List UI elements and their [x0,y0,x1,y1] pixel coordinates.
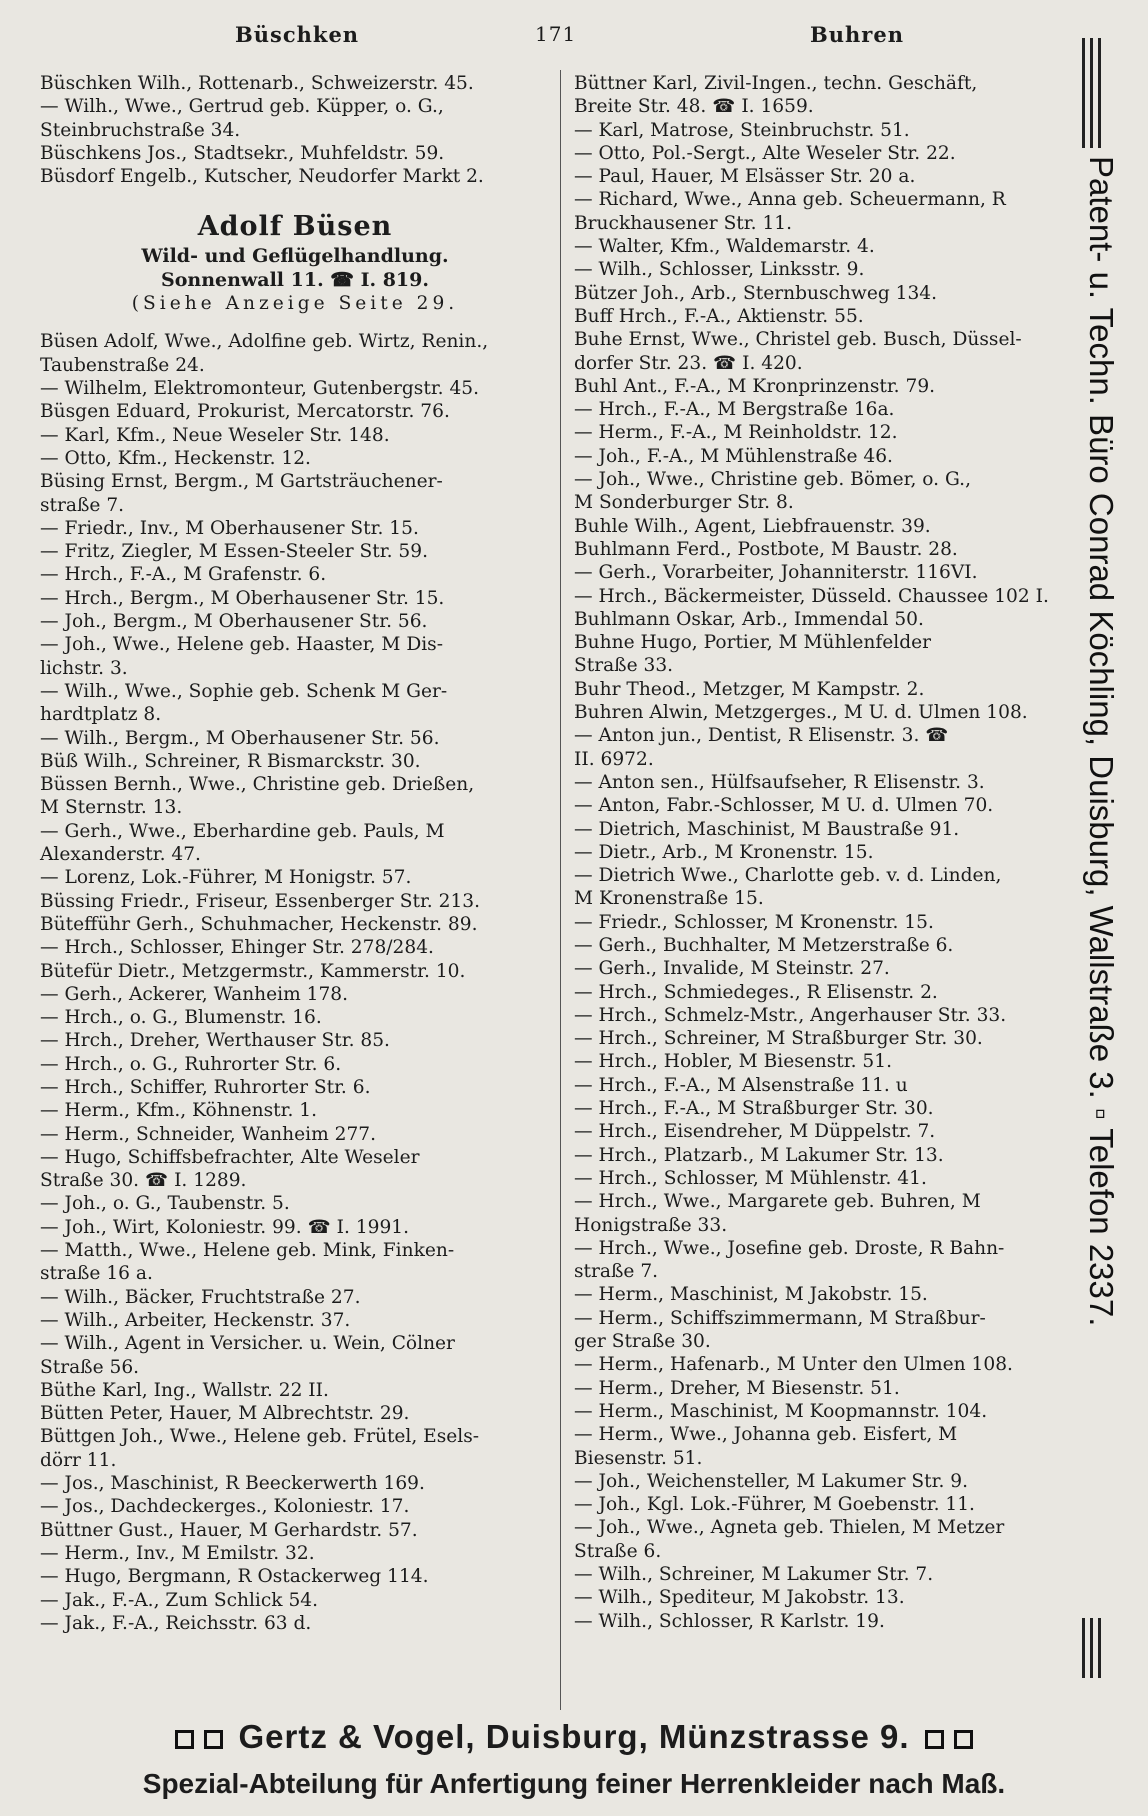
directory-entry [574,981,1079,1004]
side-rule [1090,1618,1093,1678]
directory-entry [40,1332,550,1379]
entry-continuation: Straße 33. [574,655,674,677]
entry-continuation: straße 7. [40,494,125,516]
directory-entry [40,936,550,959]
ad-name: Adolf Büsen [197,211,393,243]
entry-text: — Hrch., F.-A., M Grafenstr. 6. [40,564,327,586]
side-advertisement [1078,38,1124,1678]
directory-entry [574,1167,1079,1190]
directory-entry [574,818,1079,841]
directory-entry [40,773,550,820]
directory-entry [574,445,1079,468]
entry-text: — Walter, Kfm., Waldemarstr. 4. [574,236,875,258]
entry-text: — Hrch., o. G., Blumenstr. 16. [40,1007,322,1029]
directory-entry [40,95,550,142]
entry-text: Bütefführ Gerh., Schuhmacher, Heckenstr. 89. [40,913,478,935]
entry-text: — Gerh., Ackerer, Wanheim 178. [40,983,349,1005]
entry-text: — Anton, Fabr.-Schlosser, M U. d. Ulmen 70. [574,795,994,817]
directory-entry [40,1099,550,1122]
entry-text: — Herm., F.-A., M Reinholdstr. 12. [574,422,898,444]
entry-text: Bütefür Dietr., Metzgermstr., Kammerstr. 10. [40,960,466,982]
entry-text: — Herm., Maschinist, M Koopmannstr. 104. [574,1400,988,1422]
footer-line-2: Spezial-Abteilung für Anfertigung feiner Herrenkleider nach Maß. [142,1768,1006,1799]
entry-text: — Joh., Kgl. Lok.-Führer, M Goebenstr. 11. [574,1494,975,1516]
entry-text: — Hrch., Wwe., Margarete geb. Buhren, M [574,1191,981,1213]
entry-text: — Karl, Kfm., Neue Weseler Str. 148. [40,424,390,446]
directory-entry [40,447,550,470]
directory-entry [40,1216,550,1239]
directory-entry [40,470,550,517]
directory-entry [40,1542,550,1565]
directory-entry [574,934,1079,957]
side-rule [1082,1618,1085,1678]
entry-text: Buhlmann Ferd., Postbote, M Baustr. 28. [574,538,958,560]
directory-entry [574,1190,1079,1237]
side-rule [1090,38,1093,148]
entry-text: — Gerh., Invalide, M Steinstr. 27. [574,958,890,980]
entry-text: — Hugo, Schiffsbefrachter, Alte Weseler [40,1146,420,1168]
directory-entry [40,1053,550,1076]
entry-text: — Wilh., Wwe., Gertrud geb. Küpper, o. G., [40,96,444,118]
directory-entry [40,165,550,188]
directory-entry [40,1286,550,1309]
entry-text: Buhr Theod., Metzger, M Kampstr. 2. [574,678,925,700]
entry-text: — Wilh., Arbeiter, Heckenstr. 37. [40,1309,351,1331]
entry-continuation: Straße 56. [40,1356,140,1378]
directory-entry [574,375,1079,398]
directory-entry [574,1586,1079,1609]
directory-entry [574,1516,1079,1563]
entry-text: — Dietrich, Maschinist, M Baustraße 91. [574,818,960,840]
entry-text: — Wilh., Agent in Versicher. u. Wein, Cölner [40,1333,455,1355]
directory-entry [574,1027,1079,1050]
entry-text: — Gerh., Vorarbeiter, Johanniterstr. 116VI. [574,562,978,584]
entry-continuation: Straße 6. [574,1540,662,1562]
directory-entry [574,771,1079,794]
directory-entry [574,305,1079,328]
entry-continuation: ger Straße 30. [574,1331,711,1353]
entry-text: — Joh., Wwe., Agneta geb. Thielen, M Metzer [574,1517,1005,1539]
directory-entry [40,1565,550,1588]
directory-entry [574,1097,1079,1120]
entry-text: Büschkens Jos., Stadtsekr., Muhfeldstr. 59. [40,142,445,164]
entry-text: — Wilhelm, Elektromonteur, Gutenbergstr. 45. [40,378,480,400]
directory-entry [574,165,1079,188]
directory-entry [574,119,1079,142]
entry-text: — Hrch., Dreher, Werthauser Str. 85. [40,1030,390,1052]
entry-text: — Herm., Hafenarb., M Unter den Ulmen 108. [574,1354,1013,1376]
entry-text: — Richard, Wwe., Anna geb. Scheuermann, R [574,189,1006,211]
ad-line-2: Sonnenwall 11. ☎ I. 819. [161,269,429,292]
entry-text: Büschken Wilh., Rottenarb., Schweizerstr. 45. [40,73,474,94]
directory-entry [40,1472,550,1495]
directory-entry [574,1283,1079,1306]
entry-continuation: M Sonderburger Str. 8. [574,492,794,514]
entry-text: — Jak., F.-A., Reichsstr. 63 d. [40,1612,312,1634]
directory-entry [40,610,550,633]
entry-continuation: Honigstraße 33. [574,1214,728,1236]
entry-text: — Wilh., Schlosser, R Karlstr. 19. [574,1610,885,1632]
entry-text: — Hrch., Schlosser, Ehinger Str. 278/284. [40,937,434,959]
directory-entry [40,960,550,983]
directory-entry [574,1074,1079,1097]
entry-list [574,72,1079,1633]
directory-entry [574,1610,1079,1633]
entry-text: Buhren Alwin, Metzgerges., M U. d. Ulmen 108. [574,702,1028,724]
directory-entry [40,1612,550,1635]
entry-continuation: M Sternstr. 13. [40,797,183,819]
directory-entry [40,1006,550,1029]
directory-entry [574,1120,1079,1143]
column-divider [560,70,561,1710]
entry-continuation: Biesenstr. 51. [574,1447,703,1469]
directory-entry [574,235,1079,258]
page-number: 171 [535,22,577,46]
entry-text: — Joh., Bergm., M Oberhausener Str. 56. [40,611,428,633]
entry-text: — Fritz, Ziegler, M Essen-Steeler Str. 59. [40,541,428,563]
directory-entry [574,724,1079,771]
entry-text: Büssing Friedr., Friseur, Essenberger Str. 213. [40,890,481,912]
entry-text: — Gerh., Wwe., Eberhardine geb. Pauls, M [40,820,445,842]
directory-entry [40,1076,550,1099]
entry-continuation: Alexanderstr. 47. [40,844,201,866]
directory-entry [574,515,1079,538]
entry-text: — Wilh., Bergm., M Oberhausener Str. 56. [40,727,440,749]
directory-entry [40,1495,550,1518]
entry-text: Buff Hrch., F.-A., Aktienstr. 55. [574,305,864,327]
entry-continuation: hardtplatz 8. [40,704,162,726]
directory-entry [574,678,1079,701]
left-column [40,72,550,1635]
directory-entry [40,424,550,447]
entry-text: — Gerh., Buchhalter, M Metzerstraße 6. [574,934,954,956]
entry-text: — Hrch., F.-A., M Straßburger Str. 30. [574,1098,934,1120]
entry-text: — Jak., F.-A., Zum Schlick 54. [40,1589,319,1611]
directory-entry [40,517,550,540]
entry-text: — Karl, Matrose, Steinbruchstr. 51. [574,119,910,141]
entry-text: Buhle Wilh., Agent, Liebfrauenstr. 39. [574,515,931,537]
entry-text: — Wilh., Schlosser, Linksstr. 9. [574,259,865,281]
entry-text: Büthe Karl, Ing., Wallstr. 22 II. [40,1379,329,1401]
entry-text: Büß Wilh., Schreiner, R Bismarckstr. 30. [40,750,421,772]
entry-text: — Hrch., Schmelz-Mstr., Angerhauser Str. 33. [574,1004,1007,1026]
directory-entry [574,538,1079,561]
entry-text: — Joh., F.-A., M Mühlenstraße 46. [574,445,893,467]
entry-text: — Joh., Wwe., Christine geb. Bömer, o. G., [574,469,971,491]
entry-text: — Hrch., o. G., Ruhrorter Str. 6. [40,1053,342,1075]
entry-text: Buhe Ernst, Wwe., Christel geb. Busch, Düssel- [574,329,1022,351]
directory-entry [574,188,1079,235]
side-ad-text: Patent- u. Techn. Büro Conrad Köchling, Duisburg, Wallstraße 3. ▫ Telefon 2337. [1083,156,1120,1327]
directory-entry [574,701,1079,724]
directory-entry [40,750,550,773]
entry-text: — Joh., Wirt, Koloniestr. 99. ☎ I. 1991. [40,1216,410,1238]
side-rule [1098,1618,1101,1678]
directory-entry [40,1123,550,1146]
entry-text: — Dietr., Arb., M Kronenstr. 15. [574,841,874,863]
entry-text: — Joh., o. G., Taubenstr. 5. [40,1193,290,1215]
square-ornament-icon [175,1730,194,1749]
entry-text: — Joh., Wwe., Helene geb. Haaster, M Dis- [40,634,444,656]
directory-entry [40,1402,550,1425]
entry-text: — Otto, Pol.-Sergt., Alte Weseler Str. 22. [574,142,956,164]
directory-entry [40,1309,550,1332]
directory-entry [40,1379,550,1402]
entry-text: — Wilh., Spediteur, M Jakobstr. 13. [574,1587,905,1609]
directory-entry [574,608,1079,631]
ad-line-1: Wild- und Geflügelhandlung. [141,245,449,268]
directory-entry [574,328,1079,375]
entry-text: — Hrch., Hobler, M Biesenstr. 51. [574,1051,892,1073]
directory-entry [574,1563,1079,1586]
directory-entry [40,540,550,563]
square-ornament-icon [925,1730,944,1749]
running-head-left: Büschken [235,22,360,47]
footer-advertisement [0,1718,1148,1756]
entry-text: — Joh., Weichensteller, M Lakumer Str. 9. [574,1470,969,1492]
entry-text: Büsgen Eduard, Prokurist, Mercatorstr. 76. [40,401,450,423]
directory-entry [40,820,550,867]
entry-text: Büsdorf Engelb., Kutscher, Neudorfer Markt 2. [40,166,484,188]
entry-text: Büssen Bernh., Wwe., Christine geb. Drießen, [40,774,475,796]
directory-entry [574,864,1079,911]
entry-text: — Herm., Inv., M Emilstr. 32. [40,1542,315,1564]
directory-entry [574,1144,1079,1167]
directory-entry [574,1400,1079,1423]
directory-entry [574,631,1079,678]
entry-text: — Hrch., Schreiner, M Straßburger Str. 30. [574,1028,983,1050]
directory-entry [574,72,1079,119]
directory-entry [574,1237,1079,1284]
directory-entry [574,561,1079,584]
directory-entry [40,1519,550,1542]
entry-text: — Anton sen., Hülfsaufseher, R Elisenstr. 3. [574,771,985,793]
entry-text: — Hrch., F.-A., M Alsenstraße 11. u [574,1074,908,1096]
footer-line-1: Gertz & Vogel, Duisburg, Münzstrasse 9. [238,1718,910,1755]
entry-continuation: straße 7. [574,1261,659,1283]
entry-text: — Otto, Kfm., Heckenstr. 12. [40,447,311,469]
entry-text: — Wilh., Wwe., Sophie geb. Schenk M Ger- [40,680,448,702]
directory-entry [40,890,550,913]
entry-text: — Hugo, Bergmann, R Ostackerweg 114. [40,1566,429,1588]
directory-entry [574,1050,1079,1073]
entry-continuation: Bruckhausener Str. 11. [574,212,793,234]
directory-entry [40,727,550,750]
directory-entry [574,142,1079,165]
directory-entry [40,1239,550,1286]
entry-text: — Hrch., F.-A., M Bergstraße 16a. [574,399,895,421]
entry-text: Büsing Ernst, Bergm., M Gartsträuchener- [40,471,443,493]
directory-entry [40,680,550,727]
directory-entry [574,282,1079,305]
entry-text: — Friedr., Schlosser, M Kronenstr. 15. [574,911,934,933]
directory-entry [574,794,1079,817]
directory-entry [574,585,1079,608]
entry-text: — Hrch., Wwe., Josefine geb. Droste, R Bahn- [574,1237,1005,1259]
directory-entry [40,633,550,680]
entry-continuation: Taubenstraße 24. [40,354,205,376]
directory-entry [574,1307,1079,1354]
entry-text: Bützer Joh., Arb., Sternbuschweg 134. [574,282,938,304]
entry-text: — Hrch., Schlosser, M Mühlenstr. 41. [574,1167,927,1189]
directory-entry [40,1029,550,1052]
entry-text: Büttner Gust., Hauer, M Gerhardstr. 57. [40,1519,418,1541]
directory-entry [574,1004,1079,1027]
entry-text: Buhne Hugo, Portier, M Mühlenfelder [574,632,932,654]
directory-entry [40,563,550,586]
entry-text: — Hrch., Bäckermeister, Düsseld. Chaussee 102 I. [574,585,1049,607]
entry-list [40,72,550,188]
entry-text: — Jos., Dachdeckerges., Koloniestr. 17. [40,1496,410,1518]
directory-entry [40,377,550,400]
directory-entry [40,1425,550,1472]
square-ornament-icon [954,1730,973,1749]
directory-entry [40,330,550,377]
directory-entry [40,1192,550,1215]
directory-entry [40,866,550,889]
entry-text: — Wilh., Schreiner, M Lakumer Str. 7. [574,1564,934,1585]
entry-text: — Hrch., Schmiedeges., R Elisenstr. 2. [574,981,938,1003]
entry-continuation: straße 16 a. [40,1263,153,1285]
entry-text: Buhlmann Oskar, Arb., Immendal 50. [574,608,924,630]
entry-text: Buhl Ant., F.-A., M Kronprinzenstr. 79. [574,375,936,397]
entry-text: — Lorenz, Lok.-Führer, M Honigstr. 57. [40,867,412,889]
entry-text: Bütten Peter, Hauer, M Albrechtstr. 29. [40,1403,410,1425]
side-rule [1082,38,1085,148]
entry-text: — Herm., Schiffszimmermann, M Straßbur- [574,1307,986,1329]
directory-entry [40,72,550,95]
entry-text: — Friedr., Inv., M Oberhausener Str. 15. [40,517,419,539]
entry-text: Büttgen Joh., Wwe., Helene geb. Frütel, Esels- [40,1426,480,1448]
directory-entry [40,400,550,423]
directory-entry [40,142,550,165]
entry-text: — Herm., Dreher, M Biesenstr. 51. [574,1377,900,1399]
directory-entry [574,421,1079,444]
entry-continuation: M Kronenstraße 15. [574,888,764,910]
directory-entry [574,258,1079,281]
entry-text: — Hrch., Bergm., M Oberhausener Str. 15. [40,587,445,609]
directory-entry [574,1377,1079,1400]
entry-text: — Herm., Kfm., Köhnenstr. 1. [40,1100,318,1122]
entry-text: — Matth., Wwe., Helene geb. Mink, Finken- [40,1240,455,1262]
entry-continuation: dörr 11. [40,1449,117,1471]
entry-text: — Anton jun., Dentist, R Elisenstr. 3. ☎ [574,725,949,747]
directory-entry [574,1470,1079,1493]
directory-entry [40,1589,550,1612]
square-ornament-icon [204,1730,223,1749]
directory-entry [40,983,550,1006]
entry-text: — Herm., Maschinist, M Jakobstr. 15. [574,1284,928,1306]
entry-text: — Jos., Maschinist, R Beeckerwerth 169. [40,1473,425,1495]
entry-list [40,330,550,1635]
directory-entry [574,1423,1079,1470]
entry-text: — Herm., Wwe., Johanna geb. Eisfert, M [574,1424,958,1446]
right-column [574,72,1079,1633]
directory-entry [574,841,1079,864]
entry-text: — Herm., Schneider, Wanheim 277. [40,1123,377,1145]
side-rule [1098,38,1101,148]
directory-entry [40,913,550,936]
entry-text: Büsen Adolf, Wwe., Adolfine geb. Wirtz, Renin., [40,331,489,353]
ad-line-3: (Siehe Anzeige Seite 29. [131,293,459,315]
entry-continuation: lichstr. 3. [40,657,128,679]
entry-continuation: dorfer Str. 23. ☎ I. 420. [574,352,803,374]
entry-text: — Wilh., Bäcker, Fruchtstraße 27. [40,1286,361,1308]
entry-text: — Hrch., Platzarb., M Lakumer Str. 13. [574,1144,944,1166]
directory-entry [574,468,1079,515]
entry-continuation: Steinbruchstraße 34. [40,119,241,141]
entry-continuation: Breite Str. 48. ☎ I. 1659. [574,96,814,118]
inline-advertisement [40,210,550,316]
directory-entry [574,911,1079,934]
directory-entry [40,1146,550,1193]
entry-text: Büttner Karl, Zivil-Ingen., techn. Geschäft, [574,73,978,94]
entry-text: — Hrch., Schiffer, Ruhrorter Str. 6. [40,1076,371,1098]
entry-text: — Dietrich Wwe., Charlotte geb. v. d. Linden, [574,865,1002,887]
running-head-right: Buhren [810,22,904,47]
entry-text: — Paul, Hauer, M Elsässer Str. 20 a. [574,166,916,188]
directory-entry [574,398,1079,421]
entry-continuation: Straße 30. ☎ I. 1289. [40,1170,247,1192]
directory-entry [40,587,550,610]
entry-text: — Hrch., Eisendreher, M Düppelstr. 7. [574,1121,936,1143]
directory-entry [574,957,1079,980]
entry-continuation: II. 6972. [574,748,654,770]
directory-entry [574,1493,1079,1516]
directory-entry [574,1353,1079,1376]
